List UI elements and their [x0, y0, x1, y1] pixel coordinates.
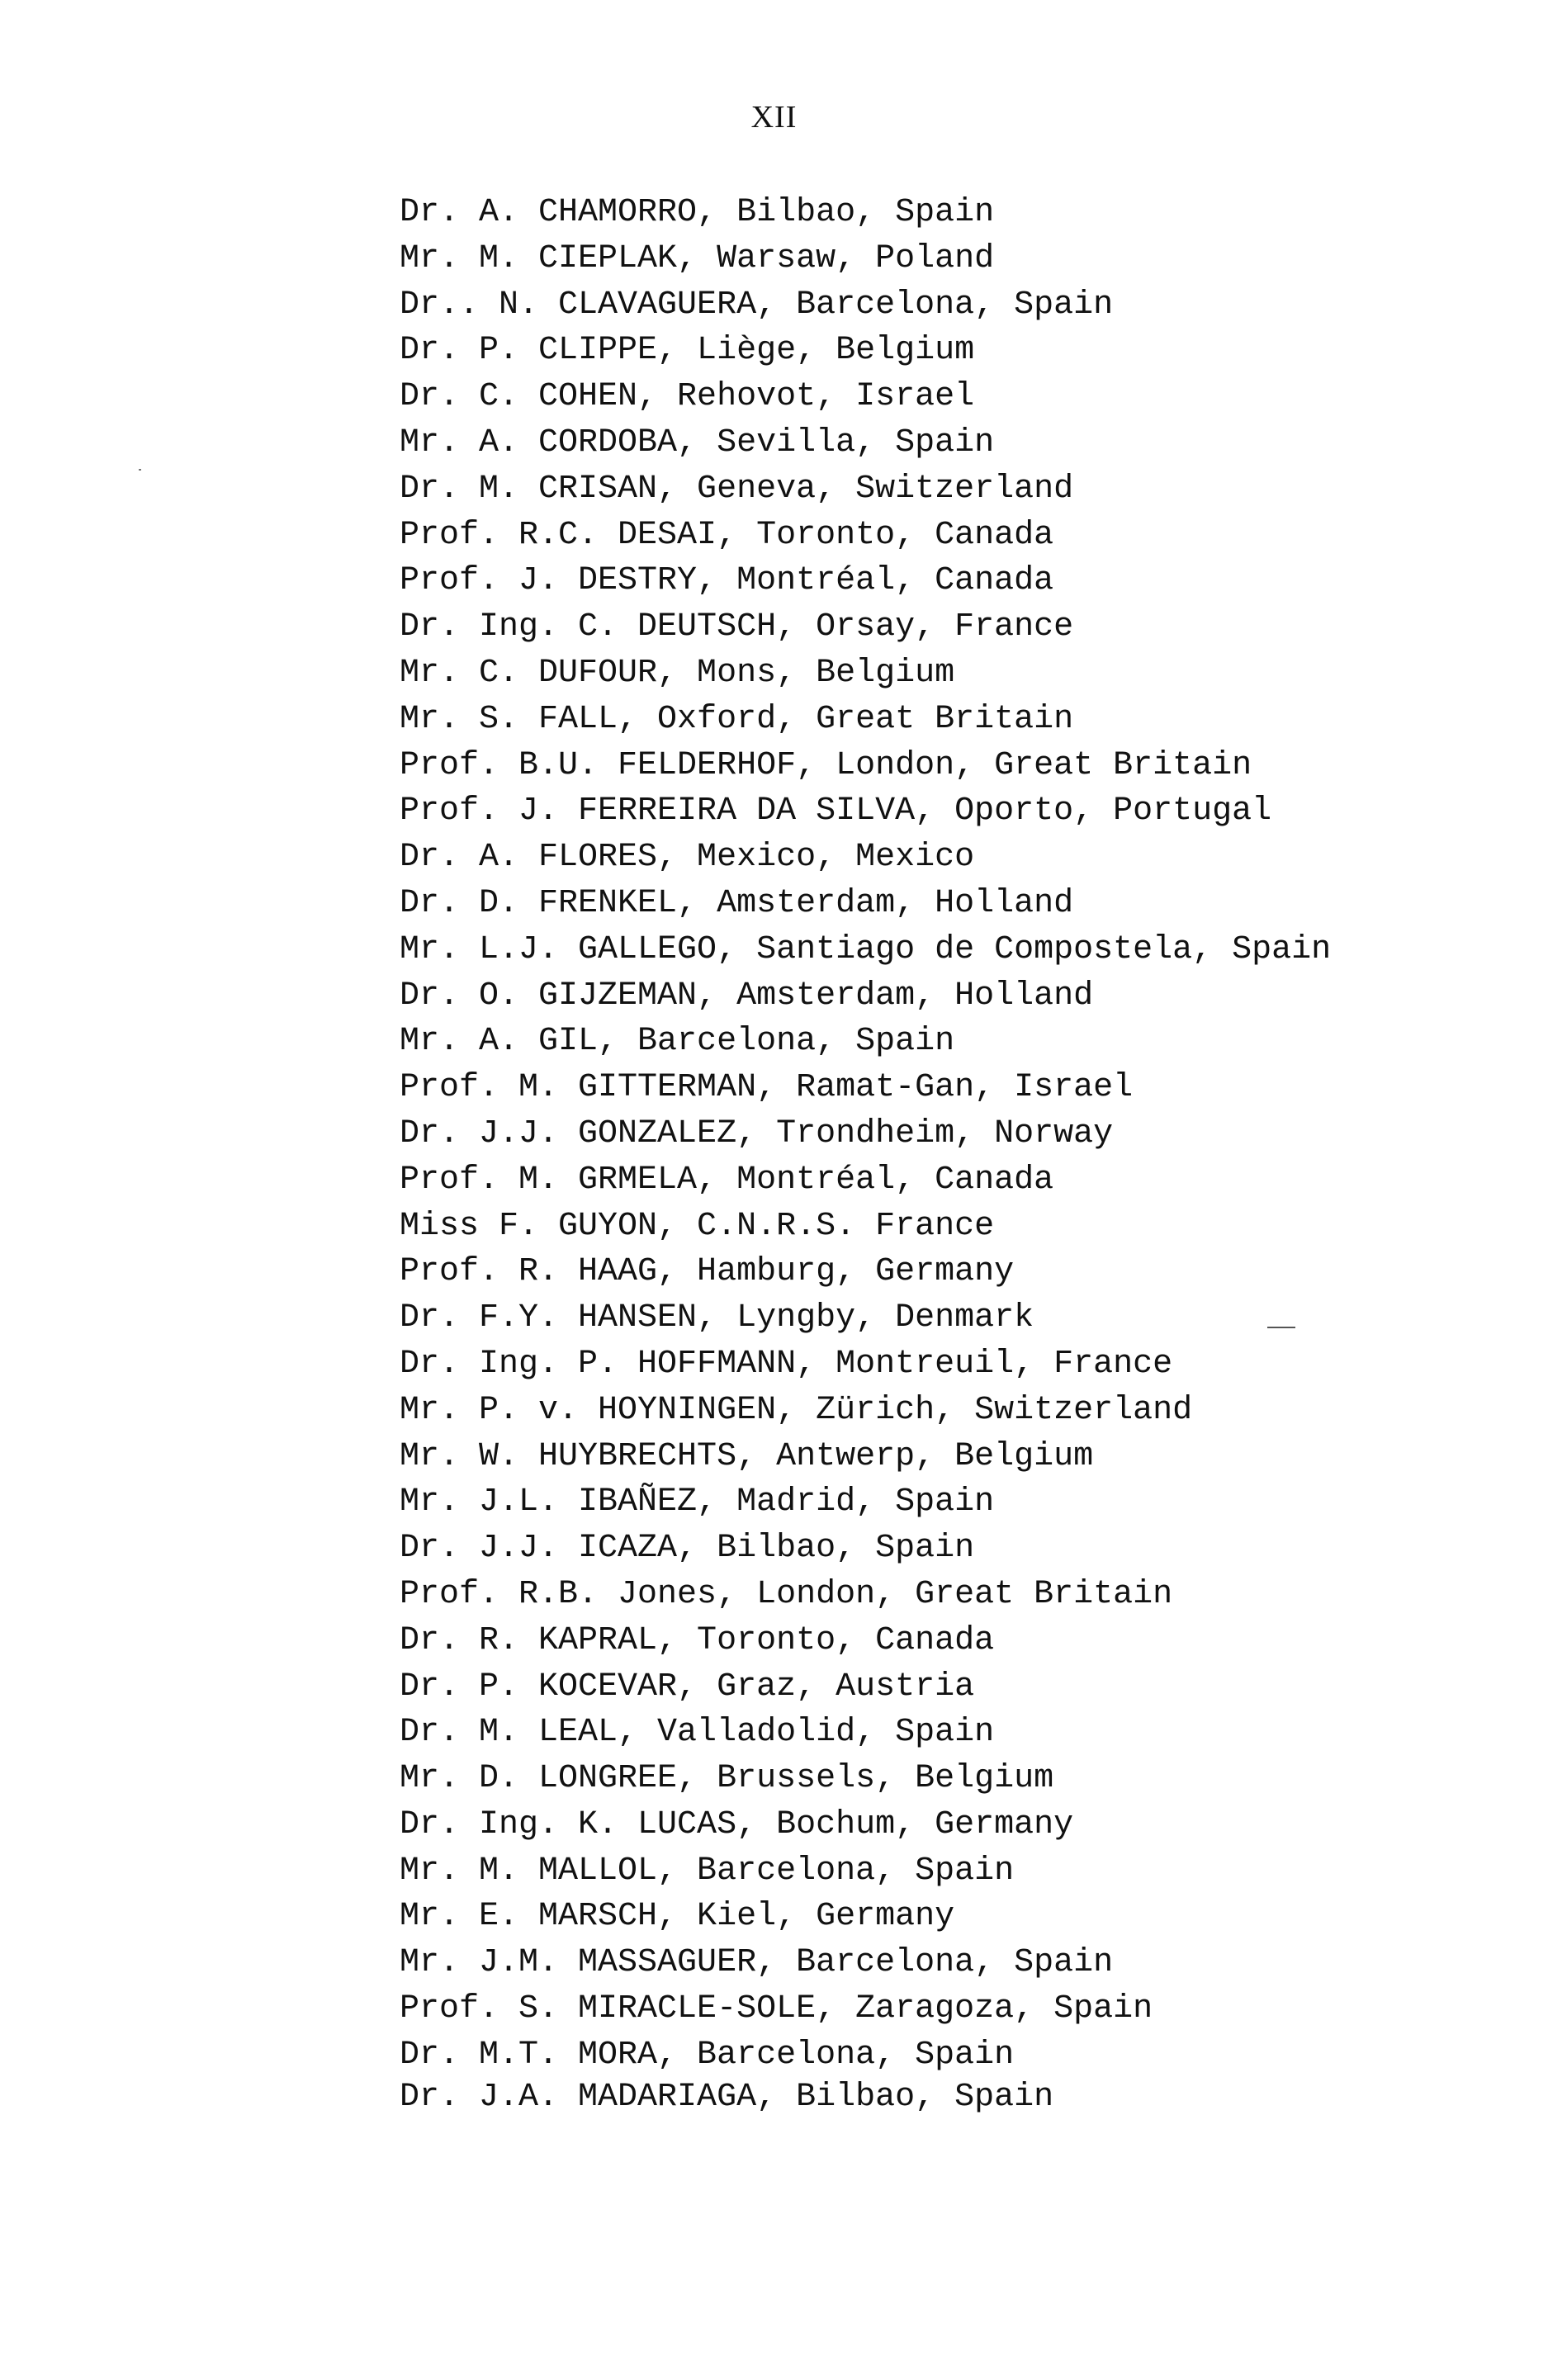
list-item: Mr. C. DUFOUR, Mons, Belgium: [400, 654, 955, 692]
list-item: Mr. J.M. MASSAGUER, Barcelona, Spain: [400, 1944, 1114, 1982]
list-item: Dr. A. CHAMORRO, Bilbao, Spain: [400, 194, 995, 231]
list-item: Dr. J.A. MADARIAGA, Bilbao, Spain: [400, 2078, 1054, 2116]
list-item: Dr. O. GIJZEMAN, Amsterdam, Holland: [400, 977, 1094, 1015]
list-item: Dr. P. KOCEVAR, Graz, Austria: [400, 1668, 975, 1706]
list-item: Dr. C. COHEN, Rehovot, Israel: [400, 378, 975, 416]
list-item: Mr. P. v. HOYNINGEN, Zürich, Switzerland: [400, 1391, 1193, 1429]
list-item: Mr. M. CIEPLAK, Warsaw, Poland: [400, 239, 995, 277]
list-item: Dr. Ing. P. HOFFMANN, Montreuil, France: [400, 1345, 1173, 1383]
list-item: Dr. M. LEAL, Valladolid, Spain: [400, 1714, 995, 1752]
list-item: Dr. A. FLORES, Mexico, Mexico: [400, 839, 975, 877]
list-item: Mr. A. GIL, Barcelona, Spain: [400, 1023, 955, 1061]
list-item: Prof. S. MIRACLE-SOLE, Zaragoza, Spain: [400, 1990, 1153, 2028]
list-item: Dr. D. FRENKEL, Amsterdam, Holland: [400, 884, 1074, 922]
page-number: XII: [750, 100, 798, 135]
list-item: Dr. Ing. C. DEUTSCH, Orsay, France: [400, 608, 1074, 646]
list-item: Mr. M. MALLOL, Barcelona, Spain: [400, 1852, 1015, 1890]
attendee-list: [400, 190, 1331, 2120]
list-item: Prof. R. HAAG, Hamburg, Germany: [400, 1253, 1015, 1291]
list-item: Dr. Ing. K. LUCAS, Bochum, Germany: [400, 1805, 1074, 1843]
list-item: Dr. P. CLIPPE, Liège, Belgium: [400, 332, 975, 370]
list-item: Prof. B.U. FELDERHOF, London, Great Britain: [400, 746, 1252, 784]
list-item: Mr. W. HUYBRECHTS, Antwerp, Belgium: [400, 1437, 1094, 1475]
list-item: Mr. E. MARSCH, Kiel, Germany: [400, 1898, 955, 1936]
list-item: Mr. J.L. IBAÑEZ, Madrid, Spain: [400, 1483, 995, 1521]
list-item: Dr. M.T. MORA, Barcelona, Spain: [400, 2036, 1015, 2074]
list-item: Prof. J. FERREIRA DA SILVA, Oporto, Portugal: [400, 793, 1272, 830]
list-item: Prof. R.B. Jones, London, Great Britain: [400, 1575, 1173, 1613]
list-item: Prof. M. GRMELA, Montréal, Canada: [400, 1161, 1054, 1199]
list-item: Prof. J. DESTRY, Montréal, Canada: [400, 562, 1054, 600]
list-item: Dr.. N. CLAVAGUERA, Barcelona, Spain: [400, 286, 1114, 324]
list-item: Mr. D. LONGREE, Brussels, Belgium: [400, 1760, 1054, 1798]
list-item: Mr. L.J. GALLEGO, Santiago de Compostela, Spain: [400, 930, 1332, 968]
list-item: Dr. F.Y. HANSEN, Lyngby, Denmark: [400, 1299, 1034, 1337]
list-item: Dr. J.J. ICAZA, Bilbao, Spain: [400, 1530, 975, 1568]
list-item: Mr. S. FALL, Oxford, Great Britain: [400, 700, 1074, 738]
margin-mark: [139, 469, 141, 471]
list-item: Prof. M. GITTERMAN, Ramat-Gan, Israel: [400, 1069, 1134, 1107]
list-item: Prof. R.C. DESAI, Toronto, Canada: [400, 516, 1054, 554]
list-item: Dr. J.J. GONZALEZ, Trondheim, Norway: [400, 1114, 1114, 1152]
list-item: Dr. R. KAPRAL, Toronto, Canada: [400, 1621, 995, 1659]
list-item: Dr. M. CRISAN, Geneva, Switzerland: [400, 470, 1074, 508]
list-item: Miss F. GUYON, C.N.R.S. France: [400, 1207, 995, 1245]
list-item: Mr. A. CORDOBA, Sevilla, Spain: [400, 423, 995, 461]
